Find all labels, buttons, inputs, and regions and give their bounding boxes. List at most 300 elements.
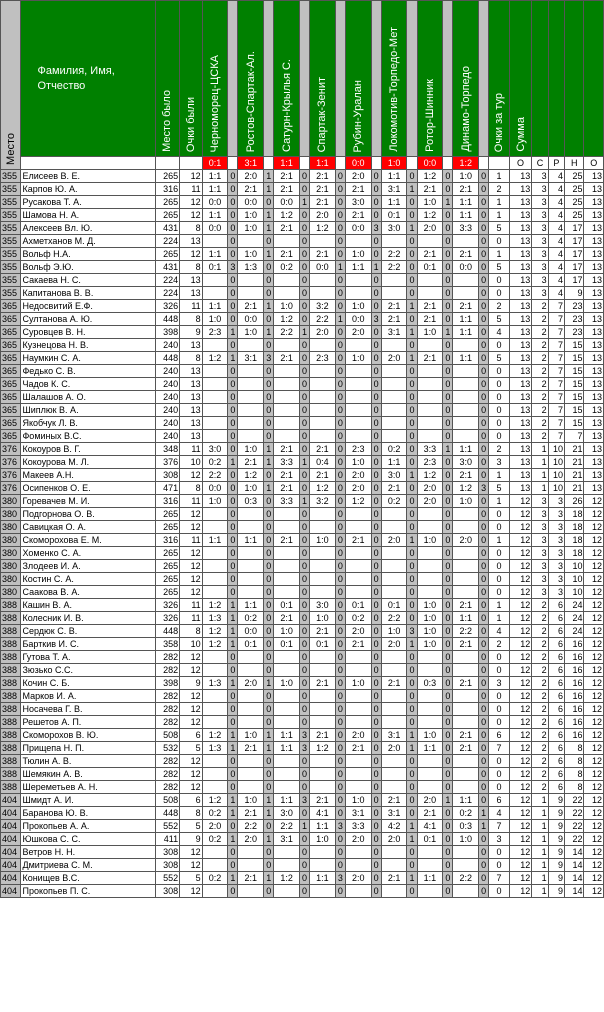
table-cell: 0: [335, 222, 345, 235]
table-cell: 12: [509, 820, 532, 833]
table-cell: 1: [228, 807, 238, 820]
table-cell: [381, 703, 407, 716]
header-tour-points: Очки за тур: [489, 1, 509, 157]
table-cell: 12: [584, 846, 604, 859]
table-cell: 1:0: [345, 248, 371, 261]
table-cell: [274, 755, 300, 768]
table-cell: 0: [299, 599, 309, 612]
table-cell: 15: [565, 378, 584, 391]
table-cell: 282: [155, 755, 180, 768]
table-cell: 12: [180, 846, 203, 859]
table-cell: 0: [479, 716, 489, 729]
table-cell: 8: [565, 768, 584, 781]
table-cell: 1:2: [274, 313, 300, 326]
table-cell: 1:1: [202, 170, 228, 183]
table-cell: 11: [180, 612, 203, 625]
table-cell: 2:1: [453, 300, 479, 313]
table-cell: 1:1: [310, 872, 336, 885]
table-cell: [274, 274, 300, 287]
table-cell: [238, 547, 264, 560]
table-cell: 2: [532, 651, 548, 664]
table-cell: 0: [371, 716, 381, 729]
table-cell: 12: [584, 690, 604, 703]
table-cell: 3:1: [381, 326, 407, 339]
table-cell: 1: [532, 794, 548, 807]
table-cell: [417, 768, 443, 781]
table-cell: 2: [532, 599, 548, 612]
table-cell: [310, 235, 336, 248]
table-cell: 0: [264, 560, 274, 573]
table-cell: 4: [548, 274, 564, 287]
table-cell: 0: [264, 196, 274, 209]
table-cell: [453, 690, 479, 703]
table-cell: 1: [264, 794, 274, 807]
table-cell: 17: [565, 235, 584, 248]
table-cell: 4:2: [381, 820, 407, 833]
table-cell: [274, 521, 300, 534]
table-cell: [274, 664, 300, 677]
table-cell: 17: [565, 274, 584, 287]
table-cell: 0: [299, 534, 309, 547]
table-cell: 1:1: [274, 794, 300, 807]
table-cell: 13: [584, 196, 604, 209]
results-row: [1, 157, 604, 170]
table-cell: 1: [264, 222, 274, 235]
table-cell: 1: [264, 872, 274, 885]
table-cell: 0: [228, 586, 238, 599]
table-cell: [274, 768, 300, 781]
table-cell: 376: [155, 456, 180, 469]
table-cell: 0: [335, 859, 345, 872]
table-cell: 0: [299, 612, 309, 625]
table-cell: 0: [335, 560, 345, 573]
table-cell: 15: [565, 391, 584, 404]
table-cell: 7: [489, 820, 509, 833]
table-cell: 2:1: [310, 729, 336, 742]
table-cell: 0: [371, 235, 381, 248]
table-cell: 3: [532, 235, 548, 248]
table-cell: 12: [180, 885, 203, 898]
table-cell: 1: [443, 443, 453, 456]
table-cell: 0: [371, 482, 381, 495]
table-cell: 0: [264, 820, 274, 833]
table-cell: [381, 651, 407, 664]
table-cell: 0: [371, 859, 381, 872]
table-cell: 0: [443, 170, 453, 183]
table-cell: 0: [479, 300, 489, 313]
table-cell: 16: [565, 703, 584, 716]
table-cell: 13: [509, 235, 532, 248]
table-cell: 14: [565, 885, 584, 898]
table-cell: 0: [264, 287, 274, 300]
table-cell: [345, 417, 371, 430]
table-cell: 0: [335, 690, 345, 703]
table-cell: 0: [299, 287, 309, 300]
table-cell: 0: [443, 495, 453, 508]
table-cell: 13: [180, 378, 203, 391]
table-cell: 1: [407, 352, 417, 365]
table-cell: 21: [565, 456, 584, 469]
table-cell: 15: [565, 339, 584, 352]
table-cell: 1:2: [345, 495, 371, 508]
table-cell: 0: [407, 508, 417, 521]
table-cell: 0: [228, 716, 238, 729]
table-cell: 13: [509, 287, 532, 300]
table-cell: 9: [548, 846, 564, 859]
table-cell: 355: [1, 235, 21, 248]
table-cell: 0: [228, 482, 238, 495]
table-cell: 0: [407, 378, 417, 391]
table-cell: 3: [479, 482, 489, 495]
table-cell: 6: [548, 638, 564, 651]
header-match-7: Ротор-Шинник: [417, 1, 443, 157]
table-cell: 0: [228, 170, 238, 183]
table-cell: 0: [407, 196, 417, 209]
table-cell: 0: [479, 274, 489, 287]
table-cell: 1: [228, 794, 238, 807]
table-cell: 0: [299, 677, 309, 690]
table-cell: [345, 287, 371, 300]
table-cell: 0: [335, 495, 345, 508]
table-cell: 1: [489, 170, 509, 183]
table-cell: 3:0: [274, 807, 300, 820]
table-cell: 0: [228, 443, 238, 456]
table-cell: 2:2: [274, 820, 300, 833]
table-cell: 0: [264, 339, 274, 352]
table-cell: 0: [443, 534, 453, 547]
table-cell: 1: [479, 807, 489, 820]
table-cell: [202, 703, 228, 716]
table-cell: [345, 274, 371, 287]
table-cell: 0: [479, 430, 489, 443]
table-cell: 1: [443, 326, 453, 339]
table-cell: 265: [155, 196, 180, 209]
table-cell: 0: [335, 586, 345, 599]
table-cell: 0: [335, 534, 345, 547]
table-cell: [417, 521, 443, 534]
table-cell: 0: [479, 287, 489, 300]
table-cell: 365: [1, 404, 21, 417]
table-cell: 3:0: [453, 456, 479, 469]
table-cell: [202, 664, 228, 677]
table-cell: 8: [565, 742, 584, 755]
table-cell: 13: [509, 339, 532, 352]
table-cell: 0: [335, 209, 345, 222]
table-cell: Якобчук Л. В.: [21, 417, 155, 430]
table-cell: 16: [565, 677, 584, 690]
table-cell: 5: [489, 313, 509, 326]
table-cell: 12: [509, 495, 532, 508]
table-cell: 12: [584, 755, 604, 768]
table-cell: 2: [532, 755, 548, 768]
table-cell: 365: [1, 417, 21, 430]
table-cell: 0: [228, 846, 238, 859]
table-cell: 3: [532, 170, 548, 183]
table-cell: 0:2: [202, 872, 228, 885]
table-cell: 18: [565, 534, 584, 547]
table-cell: [202, 885, 228, 898]
table-cell: 1: [443, 794, 453, 807]
table-cell: 12: [584, 781, 604, 794]
table-cell: [381, 404, 407, 417]
table-cell: 1:1: [274, 729, 300, 742]
table-cell: 2:1: [345, 183, 371, 196]
table-cell: 0: [335, 755, 345, 768]
table-row: [1, 352, 604, 365]
table-cell: [310, 755, 336, 768]
table-cell: [453, 391, 479, 404]
table-cell: 12: [584, 885, 604, 898]
table-cell: 1: [532, 807, 548, 820]
table-cell: 2:1: [453, 677, 479, 690]
table-cell: 3:1: [238, 352, 264, 365]
table-cell: 0: [335, 339, 345, 352]
table-cell: 0: [371, 612, 381, 625]
table-cell: 308: [155, 885, 180, 898]
table-row: [1, 508, 604, 521]
table-cell: 0: [371, 807, 381, 820]
table-cell: 0:2: [345, 612, 371, 625]
table-cell: 0: [335, 196, 345, 209]
table-cell: 0: [299, 768, 309, 781]
table-cell: 358: [155, 638, 180, 651]
table-cell: 0: [299, 833, 309, 846]
table-cell: 12: [509, 560, 532, 573]
result-1: 0:1: [202, 157, 228, 170]
table-cell: 0: [299, 885, 309, 898]
table-cell: 6: [548, 716, 564, 729]
table-cell: 2:0: [345, 833, 371, 846]
table-cell: [381, 664, 407, 677]
table-cell: 0: [443, 664, 453, 677]
table-cell: 0: [228, 573, 238, 586]
table-cell: 3:0: [345, 196, 371, 209]
table-cell: [345, 859, 371, 872]
table-cell: [417, 755, 443, 768]
table-cell: [202, 378, 228, 391]
table-cell: 0: [371, 651, 381, 664]
table-cell: 11: [180, 300, 203, 313]
table-row: [1, 599, 604, 612]
table-cell: 13: [584, 261, 604, 274]
table-cell: 0: [479, 781, 489, 794]
table-cell: 2:0: [310, 209, 336, 222]
table-cell: [381, 339, 407, 352]
result-8: 1:2: [453, 157, 479, 170]
table-row: [1, 560, 604, 573]
table-cell: 1:0: [238, 222, 264, 235]
table-cell: 7: [548, 404, 564, 417]
table-cell: 240: [155, 378, 180, 391]
table-cell: 1: [489, 534, 509, 547]
table-cell: 0: [443, 560, 453, 573]
table-cell: 2:1: [381, 482, 407, 495]
table-cell: 0: [264, 404, 274, 417]
table-cell: [202, 846, 228, 859]
table-cell: [310, 690, 336, 703]
table-cell: [202, 651, 228, 664]
table-cell: 0: [371, 365, 381, 378]
table-cell: 0: [479, 352, 489, 365]
table-cell: 0: [299, 651, 309, 664]
table-cell: 2:2: [238, 820, 264, 833]
table-cell: 0: [489, 560, 509, 573]
table-cell: 3:2: [310, 300, 336, 313]
table-cell: [417, 573, 443, 586]
table-row: [1, 794, 604, 807]
header-prev-place: Место было: [155, 1, 180, 157]
table-cell: 1:2: [453, 482, 479, 495]
table-cell: 2: [532, 690, 548, 703]
table-cell: 365: [1, 339, 21, 352]
table-cell: 2:0: [310, 326, 336, 339]
table-cell: [202, 235, 228, 248]
table-cell: 0: [371, 781, 381, 794]
table-cell: 0: [264, 235, 274, 248]
table-cell: 1: [299, 456, 309, 469]
table-cell: 0:1: [417, 833, 443, 846]
table-cell: 2:0: [238, 170, 264, 183]
table-cell: 0: [479, 521, 489, 534]
table-cell: 3:3: [453, 222, 479, 235]
table-cell: 0: [335, 703, 345, 716]
table-cell: 355: [1, 222, 21, 235]
table-cell: 0: [299, 391, 309, 404]
table-cell: 2:1: [274, 612, 300, 625]
table-cell: 7: [489, 872, 509, 885]
table-cell: Злодеев И. А.: [21, 560, 155, 573]
table-cell: [310, 573, 336, 586]
table-cell: [345, 768, 371, 781]
table-cell: 3: [532, 586, 548, 599]
table-cell: 12: [509, 651, 532, 664]
table-cell: 0: [479, 209, 489, 222]
table-cell: 2: [489, 300, 509, 313]
table-cell: 0: [299, 872, 309, 885]
table-cell: 0: [407, 651, 417, 664]
table-cell: 3: [532, 196, 548, 209]
table-cell: 0: [335, 807, 345, 820]
table-cell: 2:1: [274, 534, 300, 547]
table-cell: 1: [443, 196, 453, 209]
table-cell: 0: [371, 443, 381, 456]
table-cell: 0: [299, 755, 309, 768]
table-cell: 1: [532, 859, 548, 872]
table-row: [1, 495, 604, 508]
table-cell: 0: [407, 456, 417, 469]
table-cell: 1: [264, 456, 274, 469]
table-cell: 13: [584, 430, 604, 443]
table-cell: [274, 781, 300, 794]
stat-label: Н: [565, 157, 584, 170]
table-cell: 13: [509, 443, 532, 456]
table-cell: 1: [407, 729, 417, 742]
table-cell: [238, 781, 264, 794]
table-cell: 0: [443, 417, 453, 430]
table-cell: [310, 365, 336, 378]
table-cell: 404: [1, 833, 21, 846]
table-cell: 0: [228, 859, 238, 872]
table-cell: [238, 404, 264, 417]
table-cell: 0: [299, 482, 309, 495]
table-cell: 0: [335, 573, 345, 586]
table-cell: 0:0: [202, 196, 228, 209]
table-cell: 13: [584, 235, 604, 248]
table-cell: [310, 508, 336, 521]
table-cell: 4: [548, 196, 564, 209]
table-cell: 0: [489, 547, 509, 560]
table-cell: 7: [489, 742, 509, 755]
table-cell: 0: [443, 820, 453, 833]
table-row: [1, 391, 604, 404]
table-cell: [274, 378, 300, 391]
table-cell: [202, 391, 228, 404]
table-cell: 0: [371, 729, 381, 742]
table-row: [1, 625, 604, 638]
table-cell: 17: [565, 222, 584, 235]
table-cell: 0: [479, 651, 489, 664]
table-cell: 0: [479, 417, 489, 430]
table-cell: 1: [299, 196, 309, 209]
table-cell: [417, 378, 443, 391]
table-cell: Вольф Э.Ю.: [21, 261, 155, 274]
table-cell: 0: [264, 378, 274, 391]
table-cell: 2:1: [310, 677, 336, 690]
table-cell: 13: [584, 482, 604, 495]
table-cell: 3: [335, 872, 345, 885]
table-cell: 0: [299, 859, 309, 872]
table-cell: 0: [335, 716, 345, 729]
table-cell: 5: [180, 820, 203, 833]
table-cell: 0: [443, 469, 453, 482]
table-cell: 1: [228, 599, 238, 612]
table-cell: 0: [335, 677, 345, 690]
table-cell: 6: [489, 794, 509, 807]
table-cell: 7: [548, 339, 564, 352]
table-cell: [453, 287, 479, 300]
table-cell: 0: [407, 599, 417, 612]
table-cell: 13: [180, 430, 203, 443]
table-cell: [274, 716, 300, 729]
table-row: [1, 534, 604, 547]
table-cell: 1:0: [381, 625, 407, 638]
table-cell: [274, 417, 300, 430]
table-cell: 16: [565, 690, 584, 703]
table-cell: 0: [299, 274, 309, 287]
table-cell: 0: [443, 352, 453, 365]
table-cell: 0:0: [274, 196, 300, 209]
table-cell: 1: [407, 326, 417, 339]
table-cell: 16: [565, 651, 584, 664]
table-cell: 0: [335, 482, 345, 495]
table-cell: [274, 586, 300, 599]
table-cell: 10: [548, 469, 564, 482]
table-cell: 0: [299, 781, 309, 794]
table-cell: 1: [489, 599, 509, 612]
table-cell: 0: [335, 664, 345, 677]
table-cell: 0: [443, 729, 453, 742]
table-cell: 4: [489, 326, 509, 339]
table-cell: 12: [509, 521, 532, 534]
table-cell: 1: [264, 209, 274, 222]
table-cell: 1:0: [310, 534, 336, 547]
table-cell: 308: [155, 846, 180, 859]
table-cell: 2:0: [238, 677, 264, 690]
table-cell: 2:0: [417, 495, 443, 508]
table-cell: 3:1: [345, 807, 371, 820]
table-cell: 0: [228, 664, 238, 677]
table-cell: 26: [565, 495, 584, 508]
